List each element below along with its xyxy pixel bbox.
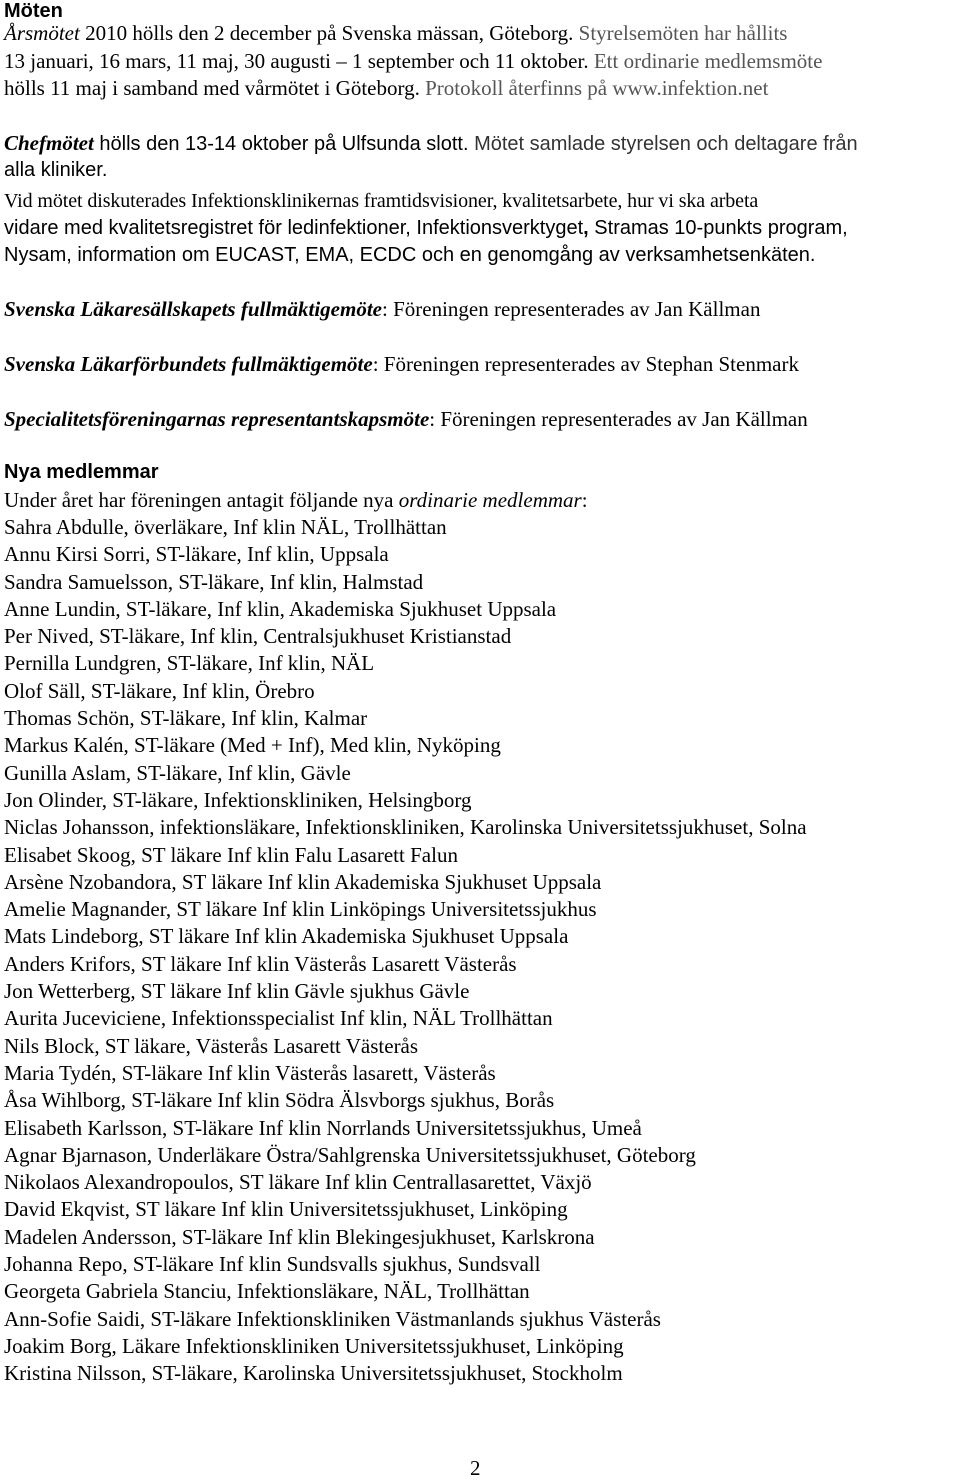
intro-suffix: : bbox=[581, 488, 588, 512]
representation-label: Specialitetsföreningarnas representantskapsmöte bbox=[4, 407, 430, 431]
list-item: Maria Tydén, ST-läkare Inf klin Västerås lasarett, Västerås bbox=[4, 1060, 496, 1085]
representation-text: : Föreningen representerades av Jan Källman bbox=[429, 407, 808, 431]
vid-motet-line2a: vidare med kvalitetsregistret för ledinfektioner, Infektionsverktyget bbox=[4, 217, 584, 240]
chefmotet-line1-text: hölls den 13-14 oktober på Ulfsunda slott. bbox=[93, 133, 469, 155]
list-item: Ann-Sofie Saidi, ST-läkare Infektionskliniken Västmanlands sjukhus Västerås bbox=[4, 1306, 661, 1331]
vid-motet-line2b: Stramas 10-punkts program, bbox=[588, 217, 848, 240]
list-item: Markus Kalén, ST-läkare (Med + Inf), Med klin, Nyköping bbox=[4, 733, 501, 758]
list-item: Annu Kirsi Sorri, ST-läkare, Inf klin, Uppsala bbox=[4, 542, 389, 567]
list-item: Per Nived, ST-läkare, Inf klin, Centralsjukhuset Kristianstad bbox=[4, 624, 512, 649]
vid-motet-paragraph bbox=[4, 188, 956, 269]
list-item: Mats Lindeborg, ST läkare Inf klin Akademiska Sjukhuset Uppsala bbox=[4, 924, 569, 949]
list-item: Åsa Wihlborg, ST-läkare Inf klin Södra Älsvborgs sjukhus, Borås bbox=[4, 1088, 555, 1113]
arsmotet-line3-text: hölls 11 maj i samband med vårmötet i Göteborg. bbox=[4, 76, 420, 100]
arsmotet-line3-gray: Protokoll återfinns på www.infektion.net bbox=[419, 76, 769, 100]
arsmotet-line-3 bbox=[4, 75, 956, 103]
list-item: Sahra Abdulle, överläkare, Inf klin NÄL, Trollhättan bbox=[4, 515, 447, 539]
list-item: Anders Krifors, ST läkare Inf klin Västerås Lasarett Västerås bbox=[4, 951, 517, 976]
list-item: Elisabet Skoog, ST läkare Inf klin Falu Lasarett Falun bbox=[4, 842, 458, 867]
list-item: Niclas Johansson, infektionsläkare, Infektionskliniken, Karolinska Universitetssjukhuset, Solna bbox=[4, 815, 807, 840]
arsmotet-line-1 bbox=[4, 20, 956, 48]
chefmotet-line1-gray: Mötet samlade styrelsen och deltagare från bbox=[468, 133, 858, 155]
arsmotet-line2-gray: Ett ordinarie medlemsmöte bbox=[588, 48, 823, 73]
list-item: Sandra Samuelsson, ST-läkare, Inf klin, Halmstad bbox=[4, 569, 424, 594]
list-item: Gunilla Aslam, ST-läkare, Inf klin, Gävle bbox=[4, 760, 351, 785]
list-item: Nils Block, ST läkare, Västerås Lasarett Västerås bbox=[4, 1033, 419, 1058]
chefmotet-line-1 bbox=[4, 130, 956, 157]
representation-specialitetsforeningarna bbox=[4, 406, 808, 433]
chefmotet-line2-text: alla kliniker. bbox=[4, 159, 108, 181]
chefmotet-line-2 bbox=[4, 157, 956, 183]
page-number: 2 bbox=[470, 1456, 481, 1480]
list-item: Arsène Nzobandora, ST läkare Inf klin Akademiska Sjukhuset Uppsala bbox=[4, 869, 602, 894]
representation-label: Svenska Läkaresällskapets fullmäktigemöte bbox=[4, 297, 382, 321]
representation-text: : Föreningen representerades av Jan Källman bbox=[382, 297, 761, 321]
list-item: Joakim Borg, Läkare Infektionskliniken Universitetssjukhuset, Linköping bbox=[4, 1333, 624, 1358]
member-list bbox=[4, 514, 807, 1388]
list-item: Aurita Juceviciene, Infektionsspecialist Inf klin, NÄL Trollhättan bbox=[4, 1006, 553, 1031]
arsmotet-label: Årsmötet bbox=[4, 21, 80, 45]
representation-label: Svenska Läkarförbundets fullmäktigemöte bbox=[4, 352, 373, 376]
chefmotet-paragraph bbox=[4, 130, 956, 183]
list-item: Agnar Bjarnason, Underläkare Östra/Sahlgrenska Universitetssjukhuset, Göteborg bbox=[4, 1142, 696, 1167]
chefmotet-label: Chefmötet bbox=[4, 131, 94, 155]
list-item: Madelen Andersson, ST-läkare Inf klin Blekingesjukhuset, Karlskrona bbox=[4, 1224, 595, 1249]
list-item: Anne Lundin, ST-läkare, Inf klin, Akademiska Sjukhuset Uppsala bbox=[4, 596, 557, 621]
list-item: Amelie Magnander, ST läkare Inf klin Linköpings Universitetssjukhus bbox=[4, 897, 597, 922]
nya-medlemmar-heading: Nya medlemmar bbox=[4, 461, 159, 483]
arsmotet-line-2 bbox=[4, 48, 956, 76]
list-item: Jon Wetterberg, ST läkare Inf klin Gävle sjukhus Gävle bbox=[4, 979, 470, 1004]
arsmotet-paragraph bbox=[4, 20, 956, 103]
list-item: Olof Säll, ST-läkare, Inf klin, Örebro bbox=[4, 678, 315, 703]
representation-text: : Föreningen representerades av Stephan Stenmark bbox=[372, 352, 799, 376]
nya-medlemmar-intro bbox=[4, 487, 588, 514]
arsmotet-line1-gray: Styrelsemöten har hållits bbox=[573, 21, 788, 45]
list-item: Jon Olinder, ST-läkare, Infektionskliniken, Helsingborg bbox=[4, 787, 472, 812]
arsmotet-line1-text: 2010 hölls den 2 december på Svenska mässan, Göteborg. bbox=[79, 21, 574, 45]
vid-motet-line2-comma: , bbox=[583, 217, 589, 240]
list-item: Kristina Nilsson, ST-läkare, Karolinska Universitetssjukhuset, Stockholm bbox=[4, 1361, 623, 1386]
list-item: Georgeta Gabriela Stanciu, Infektionsläkare, NÄL, Trollhättan bbox=[4, 1279, 530, 1304]
list-item: Thomas Schön, ST-läkare, Inf klin, Kalmar bbox=[4, 706, 368, 731]
vid-motet-line-1: Vid mötet diskuterades Infektionsklinikernas framtidsvisioner, kvalitetsarbete, hur vi ska arbeta bbox=[4, 190, 759, 212]
intro-italic: ordinarie medlemmar bbox=[398, 488, 582, 512]
vid-motet-line-2 bbox=[4, 215, 956, 242]
section-heading-moten: Möten bbox=[4, 0, 63, 22]
arsmotet-line2-text: 13 januari, 16 mars, 11 maj, 30 augusti – 1 september och 11 oktober. bbox=[4, 48, 589, 73]
list-item: Johanna Repo, ST-läkare Inf klin Sundsvalls sjukhus, Sundsvall bbox=[4, 1252, 541, 1277]
list-item: Nikolaos Alexandropoulos, ST läkare Inf klin Centrallasarettet, Växjö bbox=[4, 1170, 592, 1195]
representation-lakaresallskapet bbox=[4, 296, 760, 323]
intro-prefix: Under året har föreningen antagit följande nya bbox=[4, 488, 399, 512]
list-item: David Ekqvist, ST läkare Inf klin Universitetssjukhuset, Linköping bbox=[4, 1197, 568, 1222]
representation-lakarforbundet bbox=[4, 351, 799, 378]
vid-motet-line-3: Nysam, information om EUCAST, EMA, ECDC och en genomgång av verksamhetsenkäten. bbox=[4, 244, 816, 267]
list-item: Pernilla Lundgren, ST-läkare, Inf klin, NÄL bbox=[4, 651, 375, 676]
list-item: Elisabeth Karlsson, ST-läkare Inf klin Norrlands Universitetssjukhus, Umeå bbox=[4, 1115, 642, 1140]
